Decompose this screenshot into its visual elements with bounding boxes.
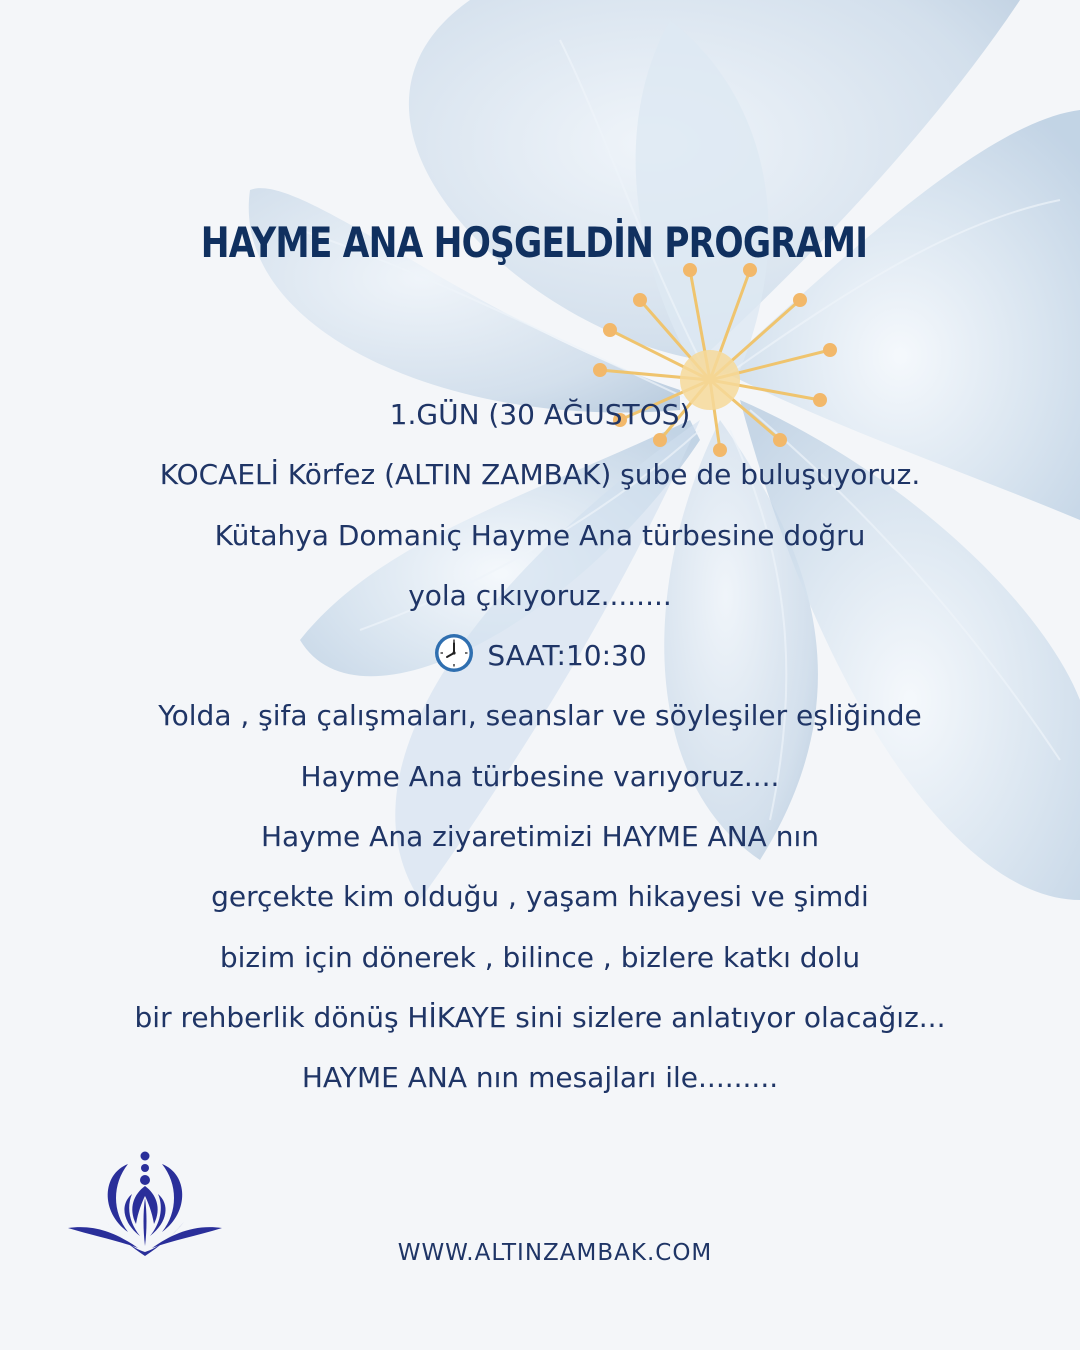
program-day: 1.GÜN (30 AĞUSTOS) (389, 398, 691, 431)
program-text (0, 385, 1080, 1109)
program-line: gerçekte kim olduğu , yaşam hikayesi ve şimdi (211, 880, 869, 914)
clock-icon (433, 632, 475, 674)
program-line: Hayme Ana ziyaretimizi HAYME ANA nın (261, 820, 819, 854)
program-time: SAAT:10:30 (487, 639, 647, 673)
website-url: WWW.ALTINZAMBAK.COM (397, 1240, 713, 1266)
program-line: Yolda , şifa çalışmaları, seanslar ve söyleşiler eşliğinde (158, 699, 922, 733)
page-title: HAYME ANA HOŞGELDİN PROGRAMI (200, 218, 868, 267)
program-destination-line-1: Kütahya Domaniç Hayme Ana türbesine doğru (214, 518, 866, 552)
program-line: HAYME ANA nın mesajları ile......... (301, 1061, 779, 1095)
program-line: Hayme Ana türbesine varıyoruz.... (300, 759, 780, 793)
program-line: bizim için dönerek , bilince , bizlere katkı dolu (219, 940, 861, 974)
program-time-line (0, 626, 1080, 686)
program-meeting: KOCAELİ Körfez (ALTIN ZAMBAK) şube de buluşuyoruz. (159, 458, 921, 492)
program-destination-line-2: yola çıkıyoruz........ (408, 578, 672, 612)
program-line: bir rehberlik dönüş HİKAYE sini sizlere anlatıyor olacağız... (134, 1000, 946, 1034)
